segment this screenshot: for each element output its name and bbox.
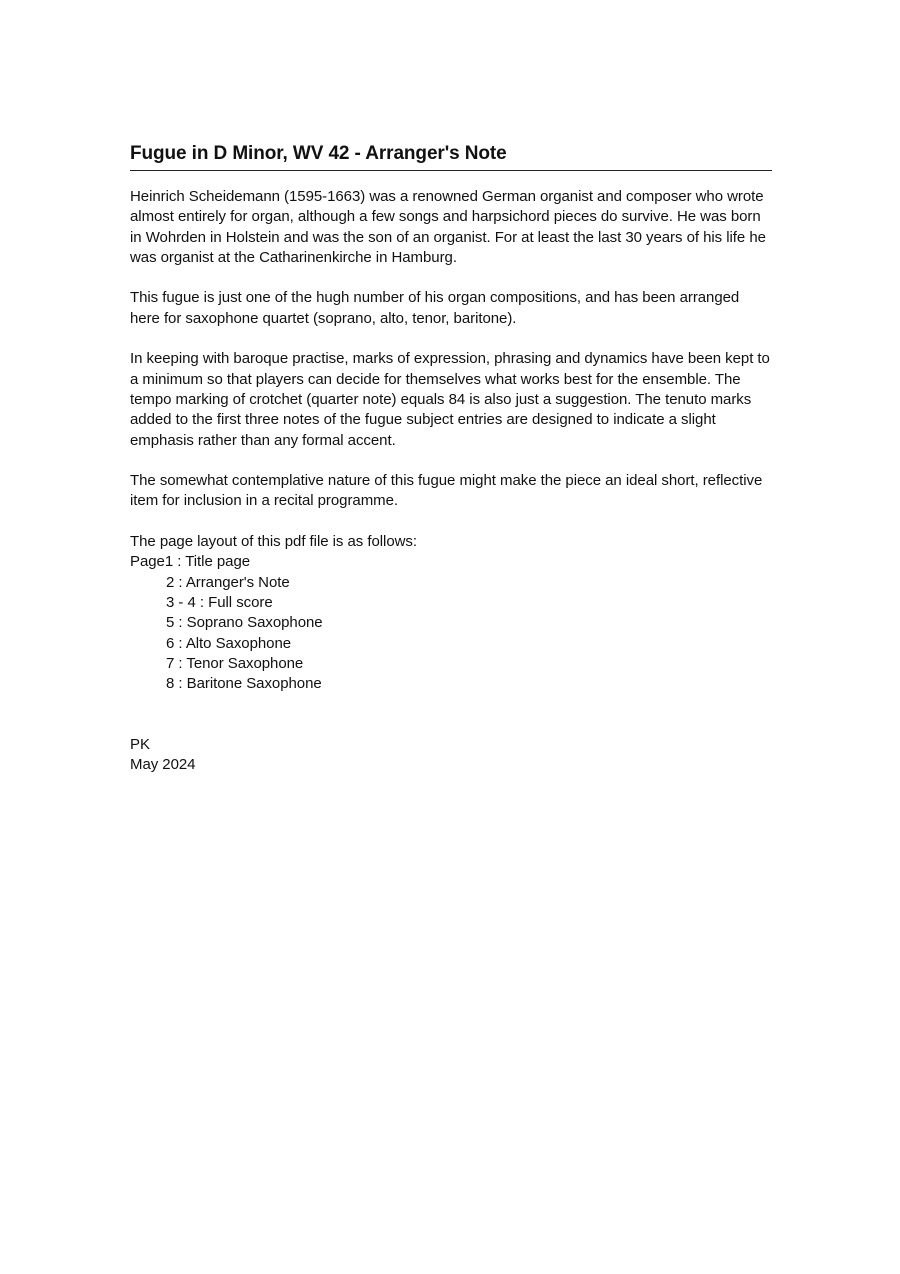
page-layout-entry — [130, 573, 772, 593]
page-layout-prefix: Page — [130, 553, 165, 571]
paragraph-recital-suggestion: The somewhat contemplative nature of this fugue might make the piece an ideal short, reflective item for inclusion in a recital programme. — [130, 472, 763, 510]
document-page — [130, 141, 772, 776]
signature-initials: PK — [130, 736, 150, 754]
document-body — [130, 187, 772, 776]
page-layout-entry — [130, 674, 772, 694]
signature-date: May 2024 — [130, 756, 196, 774]
page-layout-entry-text: 2 : Arranger's Note — [166, 573, 290, 591]
page-layout-entry-text: 3 - 4 : Full score — [166, 593, 273, 611]
signature-block — [130, 735, 772, 776]
paragraph-biography: Heinrich Scheidemann (1595-1663) was a renowned German organist and composer who wrote almost entirely for organ, although a few songs and harpsichord pieces do survive. He was born in Wohrden in Holstein and was the son of an organist. For at least the last 30 years of his life he was organist at the Catharinenkirche in Hamburg. — [130, 188, 766, 266]
paragraph-performance-notes: In keeping with baroque practise, marks of expression, phrasing and dynamics have been kept to a minimum so that players can decide for themselves what works best for the ensemble. The tempo marking of crotchet (quarter note) equals 84 is also just a suggestion. The tenuto marks added to the first three notes of the fugue subject entries are designed to indicate a slight emphasis rather than any formal accent. — [130, 350, 770, 449]
page-layout-list — [130, 532, 772, 694]
page-layout-intro: The page layout of this pdf file is as follows: — [130, 533, 417, 551]
page-layout-entry-text: 8 : Baritone Saxophone — [166, 675, 322, 693]
page-layout-entry — [130, 654, 772, 674]
paragraph-arrangement: This fugue is just one of the hugh number of his organ compositions, and has been arranged here for saxophone quartet (soprano, alto, tenor, baritone). — [130, 289, 740, 327]
document-title: Fugue in D Minor, WV 42 - Arranger's Note — [130, 141, 772, 171]
page-layout-entry-text: 6 : Alto Saxophone — [166, 634, 292, 652]
page-layout-entry-text: 7 : Tenor Saxophone — [166, 654, 304, 672]
page-layout-entry — [130, 593, 772, 613]
page-layout-entry — [130, 634, 772, 654]
page-layout-entry-text: 5 : Soprano Saxophone — [166, 614, 323, 632]
page-layout-entry-text: 1 : Title page — [164, 553, 251, 571]
page-layout-entry — [130, 613, 772, 633]
page-layout-entry — [130, 552, 772, 572]
